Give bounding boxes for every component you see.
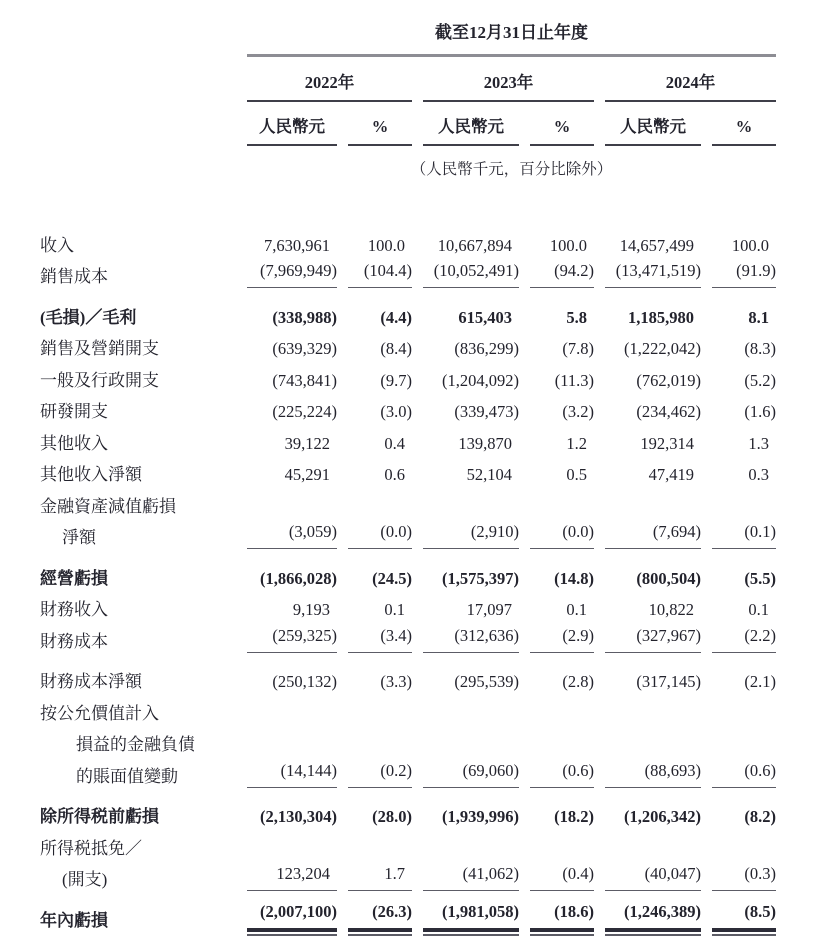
row-label: 財務成本淨額 <box>40 672 142 691</box>
value-amount-2022: (2,007,100) <box>247 901 337 932</box>
value-amount-2024: (327,967) <box>605 625 701 653</box>
value-percent-2024: (5.2) <box>744 370 776 390</box>
value-percent-2023: (3.2) <box>562 402 594 421</box>
value-percent-2023: 100.0 <box>549 235 587 255</box>
value-amount-2022: 123,204 <box>247 863 337 891</box>
value-amount-2023: (312,636) <box>423 625 519 653</box>
table-title: 截至12月31日止年度 <box>247 18 776 57</box>
value-percent-2024: (8.3) <box>744 339 776 358</box>
value-amount-2023: (10,052,491) <box>423 260 519 288</box>
table-row <box>40 860 816 892</box>
percent-header-2023: % <box>530 106 594 146</box>
value-percent-2024: (91.9) <box>712 260 776 288</box>
value-amount-2022: (1,866,028) <box>260 568 337 588</box>
year-header-2022: 2022年 <box>247 57 412 102</box>
row-label: 按公允價值計入 <box>40 703 159 723</box>
table-row <box>40 486 816 518</box>
value-percent-2023: (2.9) <box>530 625 594 653</box>
value-amount-2022: (2,130,304) <box>260 807 337 826</box>
table-header-columns-row <box>40 102 816 146</box>
value-amount-2024: (40,047) <box>605 863 701 891</box>
row-label: 年內虧損 <box>40 910 108 930</box>
value-percent-2022: (26.3) <box>348 901 412 932</box>
row-label: 財務成本 <box>40 631 108 651</box>
value-percent-2022: 1.7 <box>348 863 412 891</box>
value-amount-2024: (13,471,519) <box>605 260 701 288</box>
table-row <box>40 257 816 289</box>
row-label: 一般及行政開支 <box>40 370 159 390</box>
table-row <box>40 518 816 550</box>
value-amount-2023: 139,870 <box>458 433 512 453</box>
value-percent-2024: 1.3 <box>748 433 769 453</box>
percent-header-2024: % <box>712 106 776 146</box>
value-amount-2022: 45,291 <box>284 465 330 484</box>
value-percent-2022: (3.0) <box>380 402 412 421</box>
value-percent-2022: (8.4) <box>380 339 412 358</box>
value-amount-2024: 10,822 <box>648 600 694 619</box>
value-amount-2022: (7,969,949) <box>247 260 337 288</box>
table-header-years-row <box>40 57 816 102</box>
row-label: 的賬面值變動 <box>76 766 178 786</box>
row-label: 收入 <box>40 235 74 255</box>
value-amount-2022: 39,122 <box>284 433 330 453</box>
row-label: (毛損)／毛利 <box>40 307 137 327</box>
unit-note: （人民幣千元，百分比除外） <box>410 161 613 178</box>
value-percent-2024: 0.1 <box>748 600 769 619</box>
value-amount-2024: 1,185,980 <box>628 307 694 327</box>
value-amount-2024: (7,694) <box>605 521 701 549</box>
value-amount-2024: 47,419 <box>648 465 694 484</box>
table-row <box>40 662 816 694</box>
value-amount-2024: (1,222,042) <box>624 339 701 358</box>
value-amount-2024: 14,657,499 <box>619 235 694 255</box>
amount-header-2024: 人民幣元 <box>605 102 701 146</box>
table-row <box>40 455 816 487</box>
value-amount-2023: (1,575,397) <box>442 568 519 588</box>
year-header-2024: 2024年 <box>605 57 776 102</box>
value-amount-2024: (1,206,342) <box>624 807 701 826</box>
value-percent-2023: 1.2 <box>566 433 587 453</box>
value-percent-2024: (0.6) <box>712 760 776 788</box>
value-amount-2023: (1,204,092) <box>442 370 519 390</box>
value-percent-2022: (4.4) <box>380 307 412 327</box>
value-amount-2023: (2,910) <box>423 521 519 549</box>
value-amount-2022: (338,988) <box>272 307 337 327</box>
value-percent-2024: (0.3) <box>712 863 776 891</box>
value-percent-2023: (2.8) <box>562 672 594 691</box>
row-label: 除所得税前虧損 <box>40 807 159 826</box>
amount-header-2022: 人民幣元 <box>247 102 337 146</box>
value-amount-2023: (69,060) <box>423 760 519 788</box>
value-percent-2023: (94.2) <box>530 260 594 288</box>
year-header-2023: 2023年 <box>423 57 594 102</box>
table-row <box>40 725 816 757</box>
value-percent-2022: (3.4) <box>348 625 412 653</box>
value-percent-2023: (7.8) <box>562 339 594 358</box>
table-row <box>40 900 816 932</box>
value-amount-2022: (259,325) <box>247 625 337 653</box>
table-row <box>40 558 816 590</box>
value-percent-2022: (0.2) <box>348 760 412 788</box>
value-percent-2024: 0.3 <box>748 465 769 484</box>
value-amount-2022: (3,059) <box>247 521 337 549</box>
value-percent-2024: (2.1) <box>744 672 776 691</box>
value-percent-2023: (14.8) <box>554 568 594 588</box>
value-percent-2023: (0.6) <box>530 760 594 788</box>
value-percent-2022: (28.0) <box>372 807 412 826</box>
value-amount-2023: (1,939,996) <box>442 807 519 826</box>
value-amount-2024: (317,145) <box>636 672 701 691</box>
value-amount-2023: (41,062) <box>423 863 519 891</box>
value-amount-2024: (800,504) <box>636 568 701 588</box>
value-percent-2023: (0.0) <box>530 521 594 549</box>
row-label: 淨額 <box>62 528 96 547</box>
value-percent-2023: 5.8 <box>566 307 587 327</box>
row-label: 經營虧損 <box>40 568 108 588</box>
value-amount-2022: (743,841) <box>272 370 337 390</box>
value-amount-2022: (250,132) <box>272 672 337 691</box>
value-amount-2023: 17,097 <box>466 600 512 619</box>
row-label: 其他收入 <box>40 433 108 453</box>
table-header-title-row <box>40 18 816 57</box>
value-percent-2022: (3.3) <box>380 672 412 691</box>
table-row <box>40 590 816 622</box>
value-amount-2022: (639,329) <box>272 339 337 358</box>
value-percent-2023: (18.6) <box>530 901 594 932</box>
table-row <box>40 828 816 860</box>
value-percent-2022: 100.0 <box>367 235 405 255</box>
amount-header-2023: 人民幣元 <box>423 102 519 146</box>
value-amount-2022: 7,630,961 <box>264 235 330 255</box>
value-percent-2022: 0.6 <box>384 465 405 484</box>
row-label: 金融資產減值虧損 <box>40 496 176 516</box>
row-label: 銷售及營銷開支 <box>40 339 159 358</box>
row-label: 所得税抵免／ <box>40 838 142 858</box>
value-amount-2022: (14,144) <box>247 760 337 788</box>
value-percent-2024: (5.5) <box>744 568 776 588</box>
table-row <box>40 621 816 653</box>
table-row <box>40 797 816 829</box>
row-label: 其他收入淨額 <box>40 465 142 484</box>
value-percent-2022: 0.1 <box>384 600 405 619</box>
value-percent-2023: 0.5 <box>566 465 587 484</box>
value-percent-2023: (0.4) <box>530 863 594 891</box>
value-percent-2023: (18.2) <box>554 807 594 826</box>
value-percent-2024: (8.5) <box>712 901 776 932</box>
value-amount-2023: (295,539) <box>454 672 519 691</box>
value-amount-2024: (762,019) <box>636 370 701 390</box>
percent-header-2022: % <box>348 106 412 146</box>
value-percent-2022: (9.7) <box>380 370 412 390</box>
table-row <box>40 693 816 725</box>
value-amount-2024: 192,314 <box>640 433 694 453</box>
value-amount-2022: 9,193 <box>292 600 330 619</box>
table-header-note-row <box>40 146 816 179</box>
value-percent-2023: 0.1 <box>566 600 587 619</box>
table-row <box>40 423 816 455</box>
value-amount-2023: 10,667,894 <box>437 235 512 255</box>
table-row <box>40 756 816 788</box>
table-row <box>40 392 816 424</box>
row-label: (開支) <box>62 870 108 889</box>
row-label: 銷售成本 <box>40 267 108 286</box>
value-percent-2022: (24.5) <box>372 568 412 588</box>
value-percent-2022: (104.4) <box>348 260 412 288</box>
table-row <box>40 329 816 361</box>
table-row <box>40 360 816 392</box>
value-amount-2023: (339,473) <box>454 402 519 421</box>
value-amount-2023: 615,403 <box>458 307 512 327</box>
row-label: 財務收入 <box>40 600 108 619</box>
value-amount-2024: (234,462) <box>636 402 701 421</box>
value-percent-2024: 100.0 <box>731 235 769 255</box>
value-amount-2023: 52,104 <box>466 465 512 484</box>
table-row <box>40 297 816 329</box>
value-percent-2022: 0.4 <box>384 433 405 453</box>
value-percent-2022: (0.0) <box>348 521 412 549</box>
value-amount-2022: (225,224) <box>272 402 337 421</box>
table-row <box>40 225 816 257</box>
value-amount-2024: (1,246,389) <box>605 901 701 932</box>
row-label: 研發開支 <box>40 402 108 421</box>
value-amount-2023: (836,299) <box>454 339 519 358</box>
value-percent-2024: (8.2) <box>744 807 776 826</box>
row-label: 損益的金融負債 <box>76 735 195 754</box>
value-amount-2023: (1,981,058) <box>423 901 519 932</box>
value-amount-2024: (88,693) <box>605 760 701 788</box>
value-percent-2024: (0.1) <box>712 521 776 549</box>
value-percent-2024: (1.6) <box>744 402 776 421</box>
value-percent-2023: (11.3) <box>554 370 594 390</box>
table-body <box>40 225 816 932</box>
value-percent-2024: 8.1 <box>748 307 769 327</box>
value-percent-2024: (2.2) <box>712 625 776 653</box>
